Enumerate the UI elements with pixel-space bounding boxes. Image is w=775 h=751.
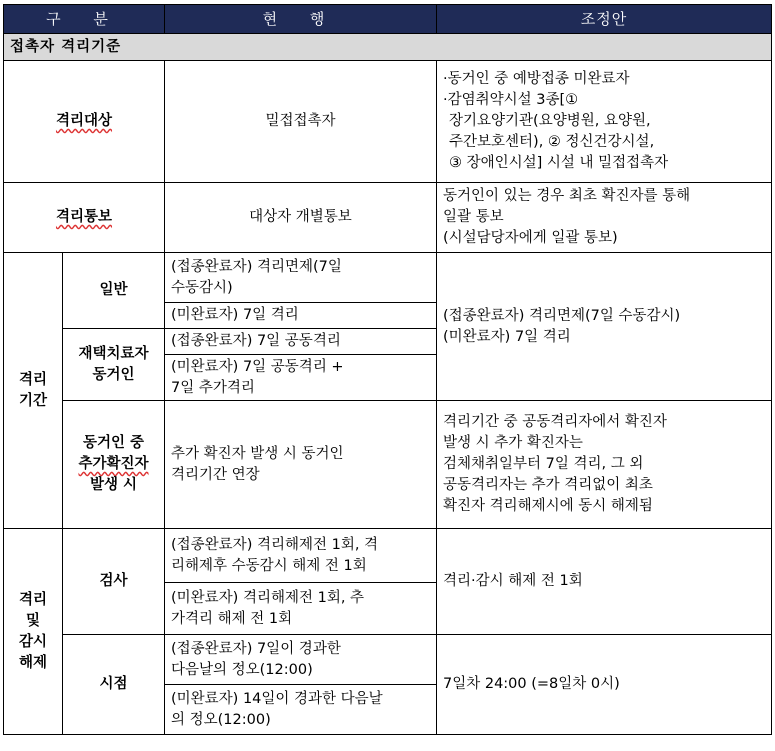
- proposal-target: ·동거인 중 예방접종 미완료자 ·감염취약시설 3종[① 장기요양기관(요양병원, 요양원, 주간보호센터), ② 정신건강시설, ③ 장애인시설] 시설 내 밀접접촉자: [437, 61, 772, 183]
- section-title: 접촉자 격리기준: [4, 34, 772, 61]
- current-home-unvaccinated: (미완료자) 7일 공동격리 + 7일 추가격리: [165, 355, 437, 401]
- isolation-criteria-table: [3, 4, 772, 735]
- table-row-period-additional: [4, 401, 772, 529]
- header-current: 현 행: [165, 5, 437, 34]
- current-test-unvaccinated: (미완료자) 격리해제전 1회, 추 가격리 해제 전 1회: [165, 583, 437, 635]
- section-row: [4, 34, 772, 61]
- current-timing-vaccinated: (접종완료자) 7일이 경과한 다음날의 정오(12:00): [165, 635, 437, 685]
- table-row-release-timing-a: [4, 635, 772, 685]
- table-row-notice: [4, 183, 772, 253]
- proposal-test: 격리·감시 해제 전 1회: [437, 529, 772, 635]
- label-target: 격리대상: [4, 61, 165, 183]
- label-release: 격리 및 감시 해제: [4, 529, 63, 735]
- header-category: 구 분: [4, 5, 165, 34]
- label-notice: 격리통보: [4, 183, 165, 253]
- label-test: 검사: [63, 529, 165, 635]
- current-timing-unvaccinated: (미완료자) 14일이 경과한 다음날 의 정오(12:00): [165, 685, 437, 735]
- label-period: 격리 기간: [4, 253, 63, 529]
- label-home-treatment: 재택치료자 동거인: [63, 329, 165, 401]
- current-home-vaccinated: (접종완료자) 7일 공동격리: [165, 329, 437, 355]
- table-row-target: [4, 61, 772, 183]
- header-proposal: 조정안: [437, 5, 772, 34]
- proposal-timing: 7일차 24:00 (=8일차 0시): [437, 635, 772, 735]
- label-general: 일반: [63, 253, 165, 329]
- label-additional: 동거인 중 추가확진자 발생 시: [63, 401, 165, 529]
- proposal-additional: 격리기간 중 공동격리자에서 확진자 발생 시 추가 확진자는 검체채취일부터 7일 격리, 그 외 공동격리자는 추가 격리없이 최초 확진자 격리해제시에 동시 해제됨: [437, 401, 772, 529]
- label-timing: 시점: [63, 635, 165, 735]
- current-test-vaccinated: (접종완료자) 격리해제전 1회, 격 리해제후 수동감시 해제 전 1회: [165, 529, 437, 583]
- proposal-period: (접종완료자) 격리면제(7일 수동감시) (미완료자) 7일 격리: [437, 253, 772, 401]
- proposal-notice: 동거인이 있는 경우 최초 확진자를 통해 일괄 통보 (시설담당자에게 일괄 통보): [437, 183, 772, 253]
- table-row-period-general-a: [4, 253, 772, 303]
- current-general-unvaccinated: (미완료자) 7일 격리: [165, 303, 437, 329]
- table-row-release-test-a: [4, 529, 772, 583]
- current-notice: 대상자 개별통보: [165, 183, 437, 253]
- current-target: 밀접접촉자: [165, 61, 437, 183]
- table-header-row: [4, 5, 772, 34]
- current-additional: 추가 확진자 발생 시 동거인 격리기간 연장: [165, 401, 437, 529]
- current-general-vaccinated: (접종완료자) 격리면제(7일 수동감시): [165, 253, 437, 303]
